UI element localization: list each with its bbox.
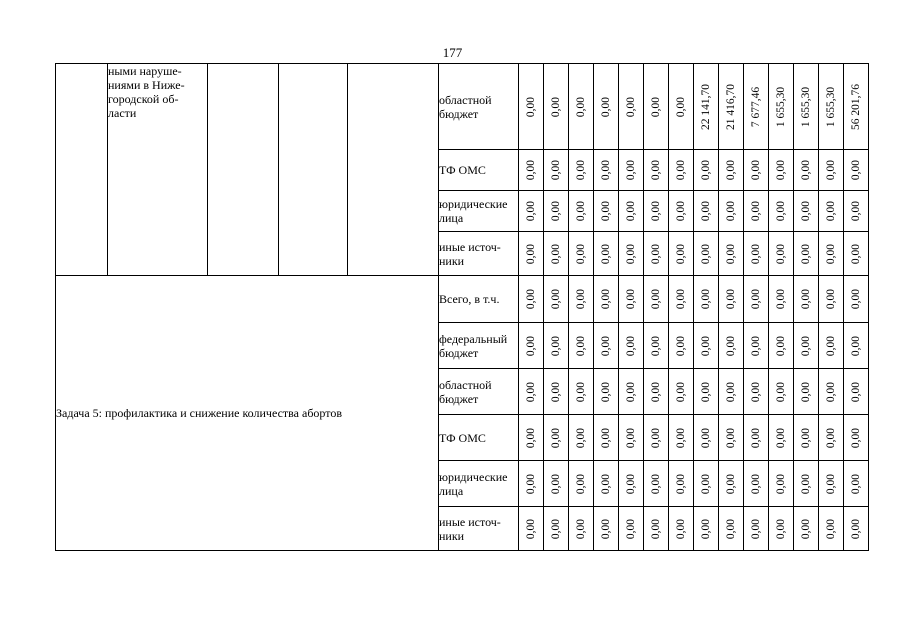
budget-table xyxy=(55,63,869,551)
value-cell: 56 201,76 xyxy=(844,64,869,150)
value-cell: 0,00 xyxy=(669,415,694,461)
value-cell: 0,00 xyxy=(569,323,594,369)
value-cell: 0,00 xyxy=(594,461,619,507)
value-cell: 0,00 xyxy=(744,150,769,191)
value-cell: 0,00 xyxy=(519,369,544,415)
value-cell: 0,00 xyxy=(794,369,819,415)
value-cell: 0,00 xyxy=(844,232,869,276)
page-number: 177 xyxy=(442,45,463,60)
value-cell: 0,00 xyxy=(644,323,669,369)
value-cell: 0,00 xyxy=(569,232,594,276)
value-cell: 0,00 xyxy=(669,64,694,150)
value-cell: 0,00 xyxy=(644,461,669,507)
value-cell: 0,00 xyxy=(819,232,844,276)
value-cell: 0,00 xyxy=(769,191,794,232)
value-cell: 0,00 xyxy=(669,150,694,191)
value-cell: 0,00 xyxy=(844,415,869,461)
value-cell: 0,00 xyxy=(644,369,669,415)
value-cell: 0,00 xyxy=(794,461,819,507)
value-cell: 0,00 xyxy=(769,323,794,369)
value-cell: 0,00 xyxy=(569,461,594,507)
value-cell: 0,00 xyxy=(719,507,744,551)
value-cell: 0,00 xyxy=(594,232,619,276)
value-cell: 0,00 xyxy=(844,191,869,232)
value-cell: 0,00 xyxy=(669,369,694,415)
value-cell: 0,00 xyxy=(794,507,819,551)
value-cell: 0,00 xyxy=(619,369,644,415)
funding-source-label: Всего, в т.ч. xyxy=(439,276,519,323)
value-cell: 0,00 xyxy=(794,415,819,461)
value-cell: 1 655,30 xyxy=(819,64,844,150)
value-cell: 0,00 xyxy=(694,323,719,369)
value-cell: 0,00 xyxy=(569,64,594,150)
value-cell: 0,00 xyxy=(619,232,644,276)
funding-source-label: областной бюджет xyxy=(439,369,519,415)
value-cell: 0,00 xyxy=(669,191,694,232)
value-cell: 0,00 xyxy=(819,191,844,232)
task-label: Задача 5: профилактика и снижение количества абортов xyxy=(56,276,439,551)
value-cell: 0,00 xyxy=(744,461,769,507)
table-row xyxy=(56,64,869,150)
value-cell: 0,00 xyxy=(544,276,569,323)
value-cell: 0,00 xyxy=(694,150,719,191)
value-cell: 0,00 xyxy=(644,415,669,461)
value-cell: 0,00 xyxy=(644,276,669,323)
funding-source-label: иные источ- ники xyxy=(439,232,519,276)
value-cell: 0,00 xyxy=(719,415,744,461)
value-cell: 0,00 xyxy=(669,276,694,323)
value-cell: 0,00 xyxy=(519,276,544,323)
value-cell: 0,00 xyxy=(519,191,544,232)
value-cell: 0,00 xyxy=(569,507,594,551)
value-cell: 0,00 xyxy=(744,232,769,276)
value-cell: 0,00 xyxy=(594,276,619,323)
value-cell: 0,00 xyxy=(644,150,669,191)
measure-description: ными наруше- ниями в Ниже- городской об- ласти xyxy=(108,64,208,276)
value-cell: 0,00 xyxy=(619,64,644,150)
value-cell: 0,00 xyxy=(544,232,569,276)
value-cell: 0,00 xyxy=(569,191,594,232)
value-cell: 0,00 xyxy=(819,276,844,323)
value-cell: 0,00 xyxy=(669,507,694,551)
value-cell: 0,00 xyxy=(794,191,819,232)
value-cell: 0,00 xyxy=(669,323,694,369)
value-cell: 0,00 xyxy=(594,64,619,150)
value-cell: 0,00 xyxy=(569,276,594,323)
value-cell: 0,00 xyxy=(719,323,744,369)
value-cell: 0,00 xyxy=(619,191,644,232)
value-cell: 0,00 xyxy=(719,232,744,276)
value-cell: 0,00 xyxy=(594,507,619,551)
value-cell: 0,00 xyxy=(744,191,769,232)
value-cell: 0,00 xyxy=(844,369,869,415)
value-cell: 0,00 xyxy=(719,369,744,415)
value-cell: 0,00 xyxy=(744,415,769,461)
value-cell: 0,00 xyxy=(694,415,719,461)
value-cell: 0,00 xyxy=(619,415,644,461)
value-cell: 0,00 xyxy=(769,369,794,415)
value-cell: 0,00 xyxy=(744,507,769,551)
value-cell: 0,00 xyxy=(819,150,844,191)
value-cell: 0,00 xyxy=(644,191,669,232)
value-cell: 0,00 xyxy=(694,369,719,415)
value-cell: 0,00 xyxy=(569,150,594,191)
value-cell: 0,00 xyxy=(519,64,544,150)
value-cell: 0,00 xyxy=(819,461,844,507)
value-cell: 0,00 xyxy=(794,232,819,276)
blank-cell xyxy=(208,64,279,276)
value-cell: 0,00 xyxy=(544,323,569,369)
value-cell: 0,00 xyxy=(544,461,569,507)
value-cell: 0,00 xyxy=(644,507,669,551)
value-cell: 0,00 xyxy=(819,369,844,415)
value-cell: 0,00 xyxy=(544,507,569,551)
value-cell: 0,00 xyxy=(844,323,869,369)
value-cell: 0,00 xyxy=(519,507,544,551)
value-cell: 0,00 xyxy=(719,276,744,323)
value-cell: 1 655,30 xyxy=(794,64,819,150)
value-cell: 0,00 xyxy=(819,415,844,461)
funding-source-label: юридические лица xyxy=(439,191,519,232)
value-cell: 0,00 xyxy=(769,276,794,323)
value-cell: 0,00 xyxy=(594,369,619,415)
value-cell: 21 416,70 xyxy=(719,64,744,150)
value-cell: 22 141,70 xyxy=(694,64,719,150)
value-cell: 0,00 xyxy=(769,415,794,461)
value-cell: 0,00 xyxy=(619,507,644,551)
value-cell: 0,00 xyxy=(619,323,644,369)
value-cell: 0,00 xyxy=(844,150,869,191)
value-cell: 0,00 xyxy=(719,461,744,507)
table-row xyxy=(56,276,869,323)
value-cell: 0,00 xyxy=(569,415,594,461)
value-cell: 0,00 xyxy=(719,191,744,232)
value-cell: 0,00 xyxy=(544,191,569,232)
value-cell: 0,00 xyxy=(544,369,569,415)
value-cell: 0,00 xyxy=(744,276,769,323)
value-cell: 0,00 xyxy=(694,507,719,551)
value-cell: 0,00 xyxy=(644,232,669,276)
value-cell: 0,00 xyxy=(694,191,719,232)
value-cell: 0,00 xyxy=(744,323,769,369)
value-cell: 0,00 xyxy=(569,369,594,415)
value-cell: 0,00 xyxy=(694,232,719,276)
value-cell: 0,00 xyxy=(669,232,694,276)
value-cell: 0,00 xyxy=(519,415,544,461)
value-cell: 0,00 xyxy=(644,64,669,150)
funding-source-label: областной бюджет xyxy=(439,64,519,150)
blank-cell xyxy=(56,64,108,276)
value-cell: 0,00 xyxy=(794,276,819,323)
value-cell: 0,00 xyxy=(769,232,794,276)
value-cell: 0,00 xyxy=(844,507,869,551)
value-cell: 0,00 xyxy=(519,232,544,276)
value-cell: 0,00 xyxy=(844,461,869,507)
value-cell: 0,00 xyxy=(519,323,544,369)
value-cell: 7 677,46 xyxy=(744,64,769,150)
value-cell: 0,00 xyxy=(544,64,569,150)
value-cell: 0,00 xyxy=(769,150,794,191)
value-cell: 0,00 xyxy=(594,415,619,461)
value-cell: 0,00 xyxy=(744,369,769,415)
value-cell: 0,00 xyxy=(769,461,794,507)
value-cell: 0,00 xyxy=(819,323,844,369)
blank-cell xyxy=(348,64,439,276)
value-cell: 0,00 xyxy=(819,507,844,551)
value-cell: 0,00 xyxy=(519,461,544,507)
funding-source-label: юридические лица xyxy=(439,461,519,507)
value-cell: 0,00 xyxy=(594,191,619,232)
value-cell: 0,00 xyxy=(694,461,719,507)
value-cell: 0,00 xyxy=(694,276,719,323)
value-cell: 0,00 xyxy=(619,150,644,191)
value-cell: 0,00 xyxy=(619,461,644,507)
value-cell: 0,00 xyxy=(594,150,619,191)
value-cell: 1 655,30 xyxy=(769,64,794,150)
value-cell: 0,00 xyxy=(594,323,619,369)
value-cell: 0,00 xyxy=(619,276,644,323)
value-cell: 0,00 xyxy=(844,276,869,323)
funding-source-label: ТФ ОМС xyxy=(439,150,519,191)
value-cell: 0,00 xyxy=(669,461,694,507)
funding-source-label: ТФ ОМС xyxy=(439,415,519,461)
blank-cell xyxy=(279,64,348,276)
value-cell: 0,00 xyxy=(794,150,819,191)
funding-source-label: иные источ- ники xyxy=(439,507,519,551)
value-cell: 0,00 xyxy=(519,150,544,191)
value-cell: 0,00 xyxy=(719,150,744,191)
value-cell: 0,00 xyxy=(769,507,794,551)
value-cell: 0,00 xyxy=(544,415,569,461)
funding-source-label: федеральный бюджет xyxy=(439,323,519,369)
value-cell: 0,00 xyxy=(794,323,819,369)
value-cell: 0,00 xyxy=(544,150,569,191)
